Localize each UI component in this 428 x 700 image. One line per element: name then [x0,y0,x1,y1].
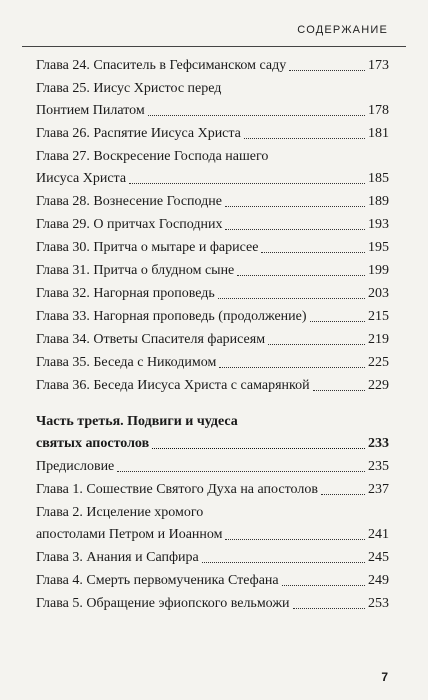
toc-entry-page: 233 [368,436,389,451]
toc-entry-row [36,433,389,455]
part-three-heading [36,411,389,455]
dot-leader [202,562,365,563]
toc-entry-page: 229 [368,378,389,393]
toc-entry-page: 235 [368,459,389,474]
toc-entry-title-line: Глава 2. Исцеление хромого [36,505,204,520]
dot-leader [237,275,365,276]
toc-entry-page: 173 [368,58,389,73]
toc-entry-page: 185 [368,171,389,186]
toc-entry-row [36,456,389,478]
toc-entry-page: 241 [368,527,389,542]
dot-leader [225,206,365,207]
dot-leader [225,539,365,540]
toc-entry [36,329,389,351]
toc-entry-title-line: Глава 25. Иисус Христос перед [36,81,222,96]
toc-entry [36,191,389,213]
toc-entry-page: 189 [368,194,389,209]
toc-entry-page: 178 [368,103,389,118]
toc-entry [36,237,389,259]
toc-entry-page: 253 [368,596,389,611]
toc-entry-title-line: Глава 27. Воскресение Господа нашего [36,149,269,164]
toc-entry-title: Глава 30. Притча о мытаре и фарисее [36,240,259,255]
table-of-contents [36,54,389,616]
dot-leader [282,585,365,586]
toc-entry-title: Предисловие [36,459,115,474]
toc-entry-page: 219 [368,332,389,347]
header-rule [22,46,406,47]
toc-entry [36,570,389,592]
running-header: СОДЕРЖАНИЕ [297,24,388,36]
chapter-list [36,55,389,397]
dot-leader [310,321,365,322]
toc-entry-row [36,593,389,615]
toc-entry-title: Глава 31. Притча о блудном сыне [36,263,235,278]
toc-entry-page: 195 [368,240,389,255]
toc-entry [36,593,389,615]
toc-entry [36,375,389,397]
page-number: 7 [381,670,388,684]
dot-leader [261,252,365,253]
toc-entry-page: 203 [368,286,389,301]
toc-entry-page: 215 [368,309,389,324]
toc-entry-row [36,352,389,374]
toc-entry [36,78,389,122]
toc-entry [36,547,389,569]
toc-entry-row [36,100,389,122]
part-three-chapter-list [36,456,389,615]
toc-entry-row [36,524,389,546]
toc-entry [36,352,389,374]
toc-entry-title: Иисуса Христа [36,171,127,186]
toc-entry-row [36,329,389,351]
dot-leader [219,367,365,368]
dot-leader [244,138,365,139]
toc-entry [36,55,389,77]
toc-entry-row [36,237,389,259]
toc-entry-row [36,191,389,213]
toc-entry-page: 193 [368,217,389,232]
dot-leader [225,229,365,230]
toc-entry-title: Глава 36. Беседа Иисуса Христа с самарянкой [36,378,310,393]
dot-leader [268,344,365,345]
toc-entry-page: 237 [368,482,389,497]
toc-entry-row [36,168,389,190]
toc-entry-row [36,547,389,569]
toc-entry [36,146,389,190]
dot-leader [117,471,365,472]
toc-entry-row [36,283,389,305]
toc-entry-title: Понтием Пилатом [36,103,145,118]
dot-leader [293,608,366,609]
dot-leader [321,494,365,495]
toc-entry [36,502,389,546]
toc-entry-row [36,123,389,145]
toc-entry-row [36,214,389,236]
toc-entry-page: 245 [368,550,389,565]
toc-entry-title: Глава 26. Распятие Иисуса Христа [36,126,241,141]
dot-leader [129,183,365,184]
toc-entry-title: Глава 3. Анания и Сапфира [36,550,199,565]
toc-entry-row [36,479,389,501]
dot-leader [148,115,365,116]
toc-entry-row [36,55,389,77]
toc-entry-title: Глава 32. Нагорная проповедь [36,286,215,301]
dot-leader [313,390,365,391]
dot-leader [289,70,365,71]
toc-entry-page: 199 [368,263,389,278]
toc-entry [36,283,389,305]
toc-entry-title: Глава 34. Ответы Спасителя фарисеям [36,332,266,347]
toc-entry-title: Глава 5. Обращение эфиопского вельможи [36,596,290,611]
toc-entry-title: Глава 24. Спаситель в Гефсиманском саду [36,58,287,73]
toc-entry-page: 181 [368,126,389,141]
toc-entry-title-line: Часть третья. Подвиги и чудеса [36,414,238,429]
toc-entry-title: Глава 29. О притчах Господних [36,217,223,232]
toc-entry [36,214,389,236]
toc-entry-row [36,570,389,592]
toc-entry-title: святых апостолов [36,436,150,451]
toc-entry-title: апостолами Петром и Иоанном [36,527,223,542]
toc-entry-title: Глава 33. Нагорная проповедь (продолжение) [36,309,307,324]
toc-entry-row [36,260,389,282]
dot-leader [152,448,365,449]
toc-entry [36,456,389,478]
toc-entry-title: Глава 28. Вознесение Господне [36,194,222,209]
toc-entry-title: Глава 1. Сошествие Святого Духа на апостолов [36,482,318,497]
part-heading-entry [36,411,389,455]
toc-entry-title: Глава 4. Смерть первомученика Стефана [36,573,279,588]
toc-entry-page: 225 [368,355,389,370]
toc-entry [36,260,389,282]
toc-entry-row [36,306,389,328]
toc-entry-page: 249 [368,573,389,588]
toc-entry [36,123,389,145]
toc-entry [36,306,389,328]
toc-entry-row [36,375,389,397]
toc-entry [36,479,389,501]
dot-leader [218,298,365,299]
toc-entry-title: Глава 35. Беседа с Никодимом [36,355,217,370]
